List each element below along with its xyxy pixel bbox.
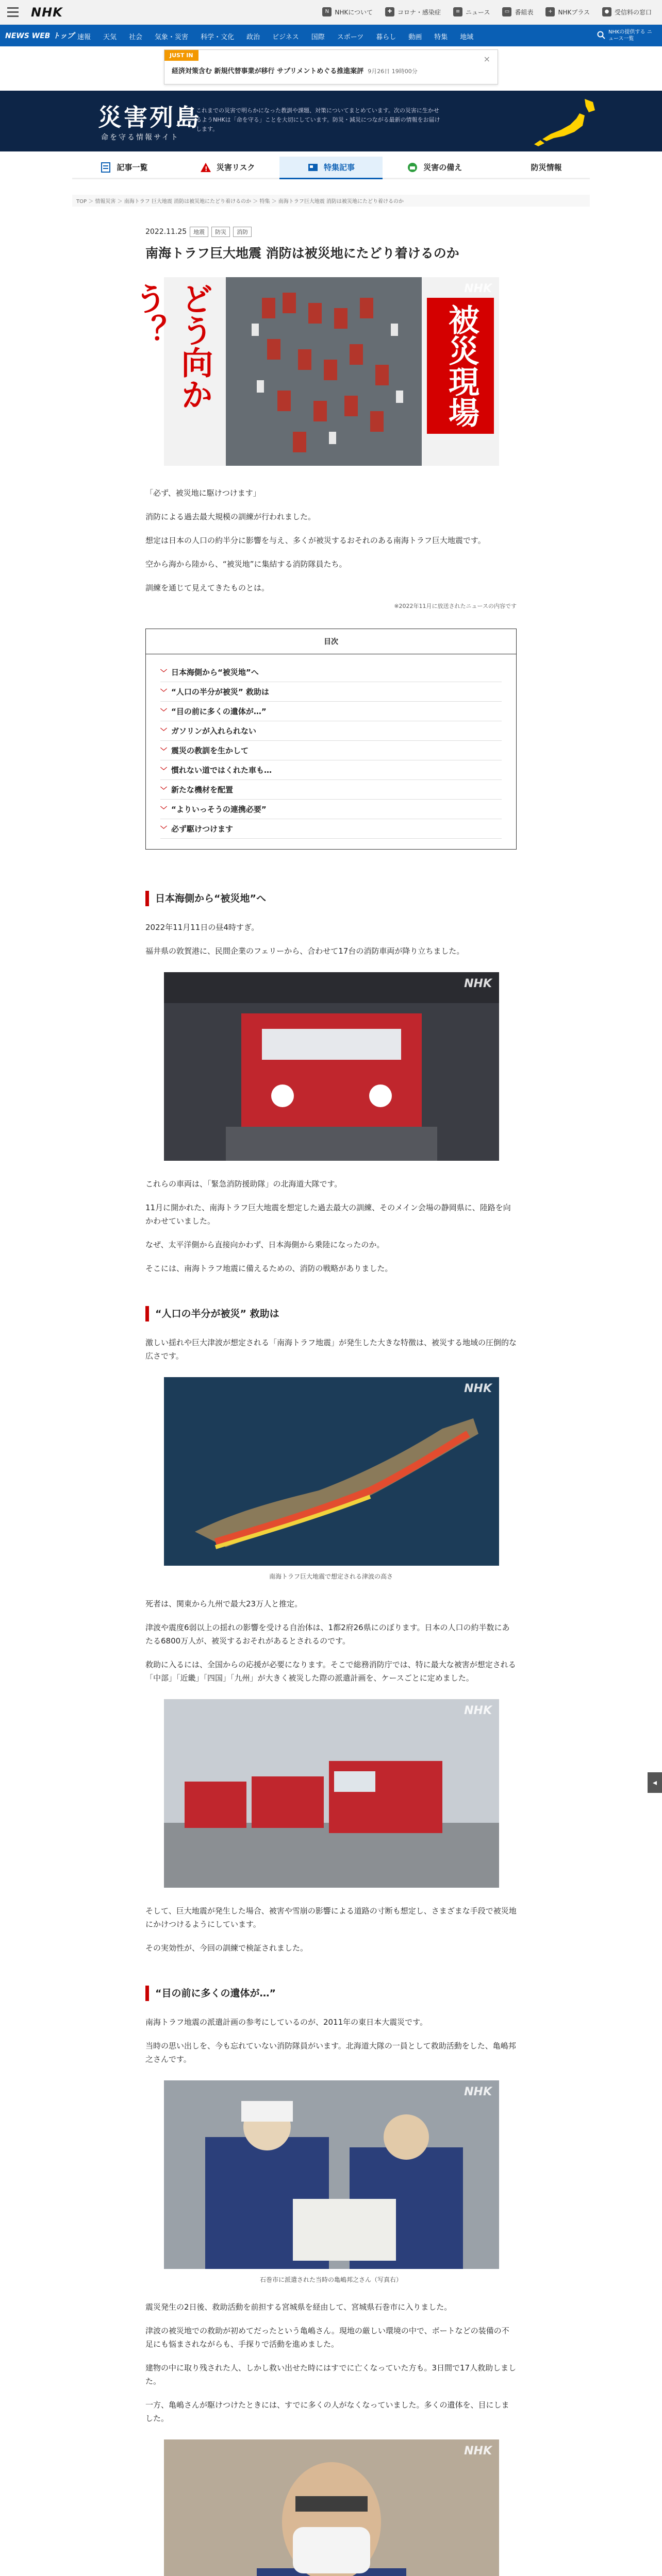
article-hero-image	[129, 277, 499, 466]
top-link-about[interactable]	[322, 7, 373, 16]
special-link[interactable]: NHKの提供する ニュース一覧	[608, 29, 652, 42]
section-para: 福井県の敦賀港に、民間企業のフェリーから、合わせて17台の消防車両が降り立ちました。	[145, 946, 465, 956]
plus-icon: +	[545, 7, 555, 16]
toc-item[interactable]	[160, 800, 502, 819]
section-para: 津波の被災地での救助が初めてだったという亀嶋さん。現地の厳しい環境の中で、ボートなどの装備の不足にも悩まされながらも、手探りで活動を進めました。	[145, 2326, 509, 2349]
breadcrumb[interactable]: TOP ＞ 情報災害 ＞ 南海トラフ 巨大地震 消防は被災地にたどり着けるのか ＞ 特集 ＞ 南海トラフ巨大地震 消防は被災地にたどり着けるのか	[72, 195, 590, 207]
nhk-watermark: NHK	[464, 977, 492, 990]
tsunami-map	[164, 1377, 499, 1566]
nhk-watermark: NHK	[464, 282, 492, 295]
section-para: 11月に開かれた、南海トラフ巨大地震を想定した過去最大の訓練、そのメイン会場の静岡県に、陸路を向かわせていました。	[145, 1203, 511, 1226]
section-para: これらの車両は、「緊急消防援助隊」の北海道大隊です。	[145, 1179, 342, 1189]
top-bar	[0, 0, 662, 25]
top-link-label: NHKプラス	[558, 8, 590, 16]
intro-para: 消防による過去最大規模の訓練が行われました。	[145, 512, 316, 521]
tag-badge[interactable]: 防災	[211, 227, 230, 237]
scroll-side-button[interactable]: ◂	[648, 1772, 662, 1793]
nav-item[interactable]: スポーツ	[337, 33, 364, 41]
warning-icon	[200, 162, 211, 173]
toc-item[interactable]	[160, 819, 502, 839]
toc-item[interactable]	[160, 682, 502, 702]
nhk-watermark: NHK	[464, 2445, 492, 2458]
section-para: 救助に入るには、全国からの応援が必要になります。そこで総務消防庁では、特に最大な被害が想定される「中部」「近畿」「四国」「九州」が大きく被災した際の派遣計画を、ケースごとに定めました。	[145, 1660, 516, 1683]
nav-item[interactable]: 政治	[246, 33, 260, 41]
broadcast-note: ※2022年11月に放送されたニュースの内容です	[394, 603, 517, 609]
section-para: そこには、南海トラフ地震に備えるための、消防の戦略がありました。	[145, 1264, 393, 1273]
chevron-down-icon: ﹀	[160, 767, 168, 775]
feature-icon	[307, 162, 319, 173]
top-link-corona[interactable]	[385, 7, 441, 16]
chevron-down-icon: ﹀	[160, 787, 168, 794]
sub-nav	[72, 157, 590, 179]
toc-label: “目の前に多くの遺体が…”	[171, 707, 267, 716]
nav-item[interactable]: 国際	[311, 33, 325, 41]
subnav-guide[interactable]	[486, 157, 590, 179]
top-link-label: 番組表	[515, 8, 534, 16]
intro-para: 訓練を通じて見えてきたものとは。	[145, 583, 270, 592]
section-para: 2022年11月11日の昼4時すぎ。	[145, 923, 259, 932]
chevron-down-icon: ﹀	[160, 806, 168, 814]
nav-item[interactable]: 地域	[460, 33, 474, 41]
section-para: なぜ、太平洋側から直接向かわず、日本海側から乗陸になったのか。	[145, 1240, 385, 1249]
article-title: 南海トラフ巨大地震 消防は被災地にたどり着けるのか	[145, 246, 459, 261]
top-link-label: NHKについて	[335, 8, 373, 16]
news-web-top-link[interactable]: NEWS WEB トップ	[5, 32, 74, 40]
nav-item[interactable]: 暮らし	[376, 33, 396, 41]
breaking-news-banner[interactable]	[164, 49, 498, 84]
nhk-watermark: NHK	[464, 1704, 492, 1717]
nav-item[interactable]: 動画	[408, 33, 422, 41]
banner-subtitle: 命を守る情報サイト	[101, 133, 180, 142]
intro-para: 想定は日本の人口の約半分に影響を与え、多くが被災するおそれのある南海トラフ巨大地震です。	[145, 536, 486, 545]
section-para: 激しい揺れや巨大津波が想定される「南海トラフ地震」が発生した大きな特徴は、被災する地域の圧倒的な広さです。	[145, 1338, 517, 1361]
nhk-watermark: NHK	[464, 1382, 492, 1395]
tag-badge[interactable]: 地震	[190, 227, 208, 237]
section-para: そして、巨大地震が発生した場合、被害や雪崩の影響による道路の寸断も想定し、さまざまな手段で被災地にかけつけるようにしています。	[145, 1906, 517, 1929]
subnav-label: 防災情報	[531, 163, 562, 172]
subnav-articles[interactable]	[72, 157, 176, 179]
corona-icon: ✚	[385, 7, 394, 16]
nav-item[interactable]: 気象・災害	[155, 33, 189, 41]
section-para: 南海トラフ地震の派遣計画の参考にしているのが、2011年の東日本大震災です。	[145, 2018, 427, 2027]
section-heading: 日本海側から“被災地”へ	[145, 891, 517, 906]
guide-icon	[515, 162, 526, 173]
banner-description: これまでの災害で明らかになった教訓や課題、対策についてまとめています。次の災害に生かせるようNHKは「命を守る」ことを大切にしています。防災・減災につながる最新の情報をお届けします。	[196, 107, 440, 132]
chevron-down-icon: ﹀	[160, 689, 168, 697]
nav-item[interactable]: 速報	[77, 33, 91, 41]
search-icon[interactable]	[597, 31, 605, 41]
rescue-workers-photo	[164, 2080, 499, 2269]
banner-title: 災害列島	[98, 104, 201, 131]
chevron-down-icon: ﹀	[160, 748, 168, 755]
toc-label: 震災の教訓を生かして	[171, 746, 249, 755]
news-icon: ≡	[453, 7, 462, 16]
subnav-prepare[interactable]	[383, 157, 486, 179]
close-icon[interactable]: ×	[483, 54, 490, 64]
hero-text-left: どう向かう？	[129, 282, 213, 410]
main-nav	[0, 25, 662, 46]
toc-label: 新たな機材を配置	[171, 785, 234, 794]
toc-label: “人口の半分が被災” 救助は	[171, 687, 269, 697]
fire-trucks-lineup-photo	[164, 1699, 499, 1888]
subnav-label: 記事一覧	[117, 163, 148, 172]
breaking-time: 9月26日 19時00分	[368, 68, 418, 75]
article	[129, 216, 517, 2576]
breaking-headline-text: 経済対策含む 新規代替事業が移行 サプリメントめぐる推進案評	[172, 67, 364, 75]
toc-item[interactable]	[160, 721, 502, 741]
section-para: 一方、亀嶋さんが駆けつけたときには、すでに多くの人がなくなっていました。多くの遺体を、目にしました。	[145, 2400, 509, 2423]
toc-title: 目次	[146, 629, 516, 654]
photo-caption: 石巻市に派遣された当時の亀嶋邦之さん（写真右）	[259, 2276, 402, 2283]
toc-item[interactable]	[160, 702, 502, 721]
section-para: 震災発生の2日後、救助活動を前担する宮城県を経由して、宮城県石巻市に入りました。	[145, 2302, 452, 2312]
top-links	[322, 7, 652, 16]
tv-icon: ▭	[502, 7, 511, 16]
nav-item[interactable]: ビジネス	[272, 33, 299, 41]
chevron-down-icon: ﹀	[160, 826, 168, 834]
toc-item[interactable]	[160, 663, 502, 682]
svg-text:!: !	[204, 165, 208, 173]
subnav-risk[interactable]	[176, 157, 279, 179]
top-link-label: コロナ・感染症	[398, 8, 441, 16]
toc-label: 慣れない道ではくれた車も…	[171, 766, 272, 775]
section-heading: “人口の半分が被災” 救助は	[145, 1306, 517, 1321]
toc-label: ガソリンが入れられない	[171, 726, 257, 736]
nhk-logo[interactable]: NHK	[31, 5, 63, 20]
section-para: その実効性が、今回の訓練で検証されました。	[145, 1943, 308, 1953]
toc-item[interactable]	[160, 780, 502, 800]
chevron-down-icon: ﹀	[160, 708, 168, 716]
toc-item[interactable]	[160, 760, 502, 780]
nav-item[interactable]: 科学・文化	[201, 33, 235, 41]
toc-label: 必ず駆けつけます	[171, 824, 234, 834]
hero-text-right: 被災現場	[427, 298, 494, 434]
nav-item[interactable]: 特集	[434, 33, 448, 41]
top-link-tv[interactable]	[502, 7, 533, 16]
top-link-news[interactable]	[453, 7, 490, 16]
section-heading: “目の前に多くの遺体が…”	[145, 1986, 517, 2001]
top-link-plus[interactable]	[545, 7, 590, 16]
toc-label: 日本海側から“被災地”へ	[171, 668, 259, 677]
subnav-label: 特集記事	[323, 163, 355, 172]
article-date: 2022.11.25	[145, 228, 187, 236]
toc-label: “よりいっそうの連携必要”	[171, 805, 267, 814]
section-para: 建物の中に取り残された人、しかし救い出せた時にはすでに亡くなっていた方も。3日間で17人救助しました。	[145, 2363, 517, 2386]
menu-icon[interactable]	[7, 7, 19, 18]
disaster-site-banner[interactable]	[0, 91, 662, 151]
toc-item[interactable]	[160, 741, 502, 760]
top-link-label: 受信料の窓口	[614, 8, 652, 16]
article-icon	[100, 162, 111, 173]
intro-para: 「必ず、被災地に駆けつけます」	[145, 488, 261, 498]
top-link-fee[interactable]	[602, 7, 652, 16]
interviewee-photo	[164, 2439, 499, 2576]
nhk-watermark: NHK	[464, 2086, 492, 2098]
nhk-icon: N	[322, 7, 332, 16]
table-of-contents	[145, 629, 517, 850]
subnav-label: 災害の備え	[423, 163, 462, 172]
nav-items	[77, 31, 473, 41]
chevron-down-icon: ﹀	[160, 728, 168, 736]
fire-truck-photo	[164, 972, 499, 1161]
prepare-icon	[407, 162, 418, 173]
subnav-label: 災害リスク	[216, 163, 255, 172]
breaking-tag: JUST IN	[164, 50, 198, 61]
japan-map-icon	[497, 95, 600, 148]
top-link-label: ニュース	[466, 8, 490, 16]
section-para: 死者は、関東から九州で最大23万人と推定。	[145, 1599, 303, 1608]
breaking-headline[interactable]	[172, 65, 418, 75]
section-para: 当時の思い出しを、今も忘れていない消防隊員がいます。北海道大隊の一員として救助活動をした、亀嶋邦之さんです。	[145, 2041, 516, 2064]
chevron-down-icon: ﹀	[160, 669, 168, 677]
nav-item[interactable]: 天気	[103, 33, 117, 41]
intro-para: 空から海から陸から、“被災地”に集結する消防隊員たち。	[145, 560, 347, 569]
photo-caption: 南海トラフ巨大地震で想定される津波の高さ	[269, 1573, 393, 1580]
section-para: 津波や震度6弱以上の揺れの影響を受ける自治体は、1都2府26県にのぼります。日本の人口の約半数にあたる6800万人が、被災するおそれがあるとされるのです。	[145, 1623, 510, 1646]
subnav-features[interactable]	[279, 157, 383, 179]
nav-item[interactable]: 社会	[129, 33, 143, 41]
tag-badge[interactable]: 消防	[233, 227, 252, 237]
article-meta	[145, 227, 517, 237]
user-icon: ●	[602, 7, 611, 16]
